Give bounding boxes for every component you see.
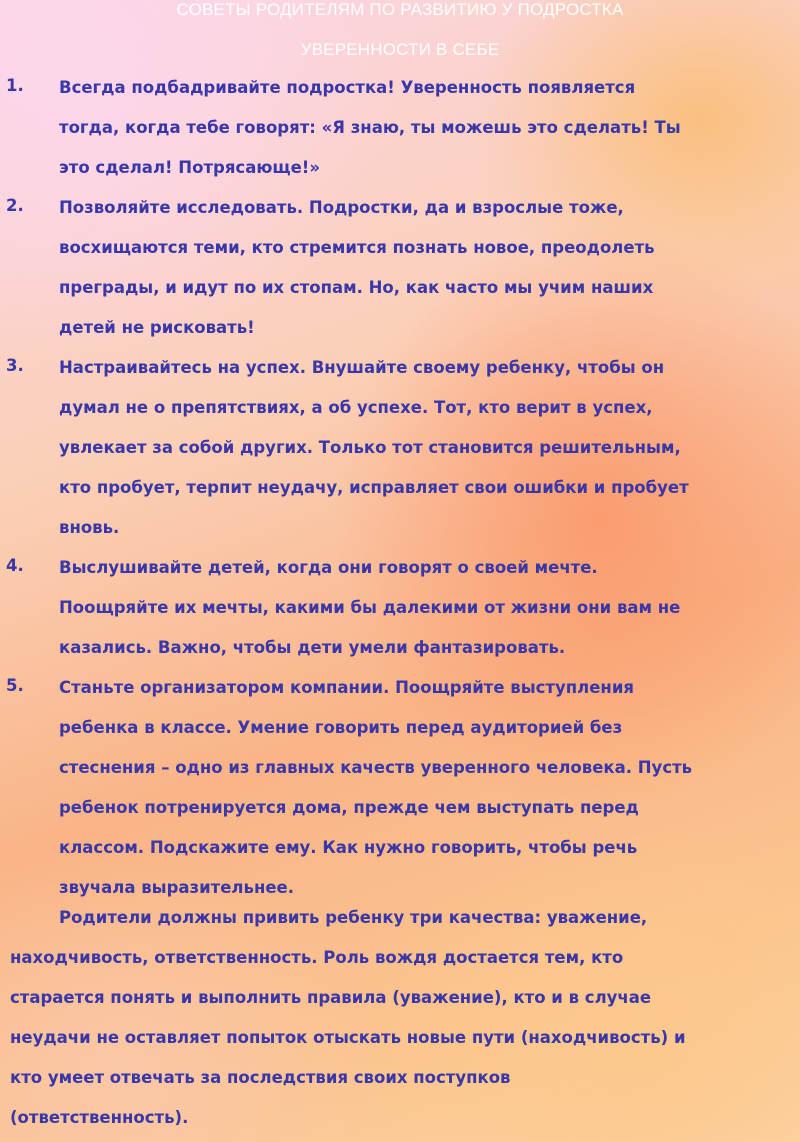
item-number: 3. bbox=[6, 356, 24, 375]
item-number: 2. bbox=[6, 196, 24, 215]
item-number: 1. bbox=[6, 76, 24, 95]
item-text-line: ребенок потренируется дома, прежде чем выступать перед bbox=[59, 798, 639, 817]
list-item bbox=[0, 188, 800, 348]
item-text-line: Позволяйте исследовать. Подростки, да и взрослые тоже, bbox=[59, 198, 624, 217]
closing-line: неудачи не оставляет попыток отыскать новые пути (находчивость) и bbox=[10, 1028, 686, 1047]
closing-line: Родители должны привить ребенку три качества: уважение, bbox=[59, 908, 648, 927]
closing-line: (ответственность). bbox=[10, 1108, 189, 1127]
item-text-line: увлекает за собой других. Только тот становится решительным, bbox=[59, 438, 681, 457]
closing-paragraph bbox=[0, 898, 800, 1138]
item-text-line: стеснения – одно из главных качеств уверенного человека. Пусть bbox=[59, 758, 693, 777]
item-text-line: Выслушивайте детей, когда они говорят о своей мечте. bbox=[59, 558, 598, 577]
item-text-line: детей не рисковать! bbox=[59, 318, 255, 337]
item-text-line: Станьте организатором компании. Поощряйте выступления bbox=[59, 678, 634, 697]
list-item bbox=[0, 668, 800, 908]
item-text-line: тогда, когда тебе говорят: «Я знаю, ты можешь это сделать! Ты bbox=[59, 118, 681, 137]
item-text-line: звучала выразительнее. bbox=[59, 878, 294, 897]
item-text-line: вновь. bbox=[59, 518, 120, 537]
item-number: 4. bbox=[6, 556, 24, 575]
item-text-line: ребенка в классе. Умение говорить перед аудиторией без bbox=[59, 718, 623, 737]
item-text-line: классом. Подскажите ему. Как нужно говорить, чтобы речь bbox=[59, 838, 638, 857]
title-line-2: УВЕРЕННОСТИ В СЕБЕ bbox=[300, 40, 500, 59]
list-item bbox=[0, 548, 800, 668]
item-text-line: кто пробует, терпит неудачу, исправляет свои ошибки и пробует bbox=[59, 478, 689, 497]
item-number: 5. bbox=[6, 676, 24, 695]
item-text-line: Настраивайтесь на успех. Внушайте своему ребенку, чтобы он bbox=[59, 358, 665, 377]
list-item bbox=[0, 68, 800, 188]
advice-list bbox=[0, 68, 800, 908]
item-text-line: Поощряйте их мечты, какими бы далекими от жизни они вам не bbox=[59, 598, 681, 617]
title-line-1: СОВЕТЫ РОДИТЕЛЯМ ПО РАЗВИТИЮ У ПОДРОСТКА bbox=[176, 0, 624, 19]
item-text-line: думал не о препятствиях, а об успехе. Тот, кто верит в успех, bbox=[59, 398, 653, 417]
closing-line: кто умеет отвечать за последствия своих поступков bbox=[10, 1068, 511, 1087]
closing-line: старается понять и выполнить правила (уважение), кто и в случае bbox=[10, 988, 652, 1007]
item-text-line: преграды, и идут по их стопам. Но, как часто мы учим наших bbox=[59, 278, 654, 297]
closing-line: находчивость, ответственность. Роль вождя достается тем, кто bbox=[10, 948, 624, 967]
item-text-line: это сделал! Потрясающе!» bbox=[59, 158, 320, 177]
list-item bbox=[0, 348, 800, 548]
item-text-line: восхищаются теми, кто стремится познать новое, преодолеть bbox=[59, 238, 655, 257]
item-text-line: казались. Важно, чтобы дети умели фантазировать. bbox=[59, 638, 566, 657]
item-text-line: Всегда подбадривайте подростка! Уверенность появляется bbox=[59, 78, 636, 97]
